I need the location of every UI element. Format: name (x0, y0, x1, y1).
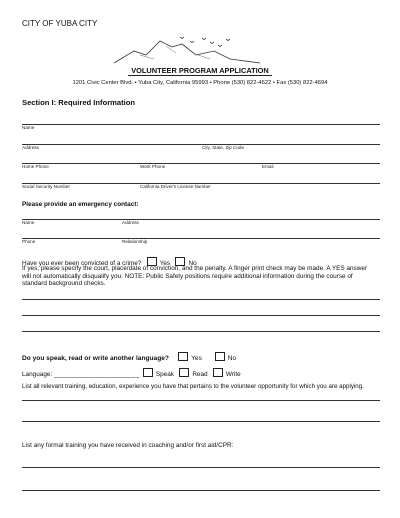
address-line[interactable] (22, 144, 380, 145)
email-label: Email (262, 164, 274, 169)
drivers-license-label: California Driver's License Number (140, 184, 211, 189)
program-title: VOLUNTEER PROGRAM APPLICATION (131, 66, 269, 75)
home-phone-label: Home Phone (22, 164, 49, 169)
crime-explanation: If yes, please specify the court, place/date of conviction, and the penalty. A finger print check may be made. A YES answer will not automatically disqualify you. NOTE: Public Safety positions require additional information during the course of standard background checks. (22, 265, 368, 288)
emergency-name-label: Name (22, 220, 35, 225)
name-line[interactable] (22, 124, 380, 125)
write-label: Write (225, 371, 241, 378)
speak-checkbox[interactable] (143, 368, 153, 377)
crime-answer-line-3[interactable] (22, 331, 380, 332)
crime-no-label: No (188, 260, 197, 267)
first-aid-answer-line-2[interactable] (22, 490, 380, 491)
crime-question: Have you ever been convicted of a crime? (22, 260, 142, 267)
work-phone-label: Work Phone (140, 164, 166, 169)
city-name: CITY OF YUBA CITY (22, 19, 98, 28)
emergency-heading: Please provide an emergency contact: (22, 201, 139, 208)
training-answer-line-2[interactable] (22, 421, 380, 422)
contact-address-line: 1201 Civic Center Blvd. • Yuba City, California 95993 • Phone (530) 822-4622 • Fax (530) 822-4694 (72, 80, 328, 86)
training-answer-line-1[interactable] (22, 400, 380, 401)
title-underline (128, 75, 272, 76)
emergency-phone-line[interactable] (22, 238, 380, 239)
city-state-zip-label: City, State, Zip Code (202, 145, 245, 150)
emergency-address-label: Address (122, 220, 139, 225)
emergency-phone-label: Phone (22, 239, 36, 244)
training-prompt: List all relevant training, education, experience you have that pertains to the volunteer opportunity for which you are applying. (22, 383, 364, 390)
language-question-row (22, 352, 236, 362)
language-row (22, 368, 241, 378)
language-no-label: No (227, 355, 237, 362)
write-checkbox[interactable] (213, 368, 223, 377)
crime-answer-line-2[interactable] (22, 315, 380, 316)
language-question: Do you speak, read or write another language? (22, 355, 169, 362)
first-aid-answer-line-1[interactable] (22, 467, 380, 468)
language-field[interactable]: Language: ________________________ (22, 371, 140, 378)
first-aid-prompt: List any formal training you have received in coaching and/or first aid/CPR: (22, 442, 234, 449)
name-label: Name (22, 125, 35, 130)
ssn-label: Social Security Number (22, 184, 70, 189)
read-label: Read (192, 371, 208, 378)
emergency-relationship-label: Relationship (122, 239, 148, 244)
read-checkbox[interactable] (179, 368, 189, 377)
language-yes-label: Yes (191, 355, 202, 362)
mountain-birds-logo (110, 33, 290, 67)
emergency-name-line[interactable] (22, 219, 380, 220)
address-label: Address (22, 145, 39, 150)
crime-answer-line-1[interactable] (22, 299, 380, 300)
crime-yes-label: Yes (159, 260, 171, 267)
phone-line[interactable] (22, 163, 380, 164)
speak-label: Speak (155, 371, 174, 378)
language-no-checkbox[interactable] (215, 352, 225, 361)
language-yes-checkbox[interactable] (178, 352, 188, 361)
section-title: Section I: Required Information (22, 98, 136, 107)
